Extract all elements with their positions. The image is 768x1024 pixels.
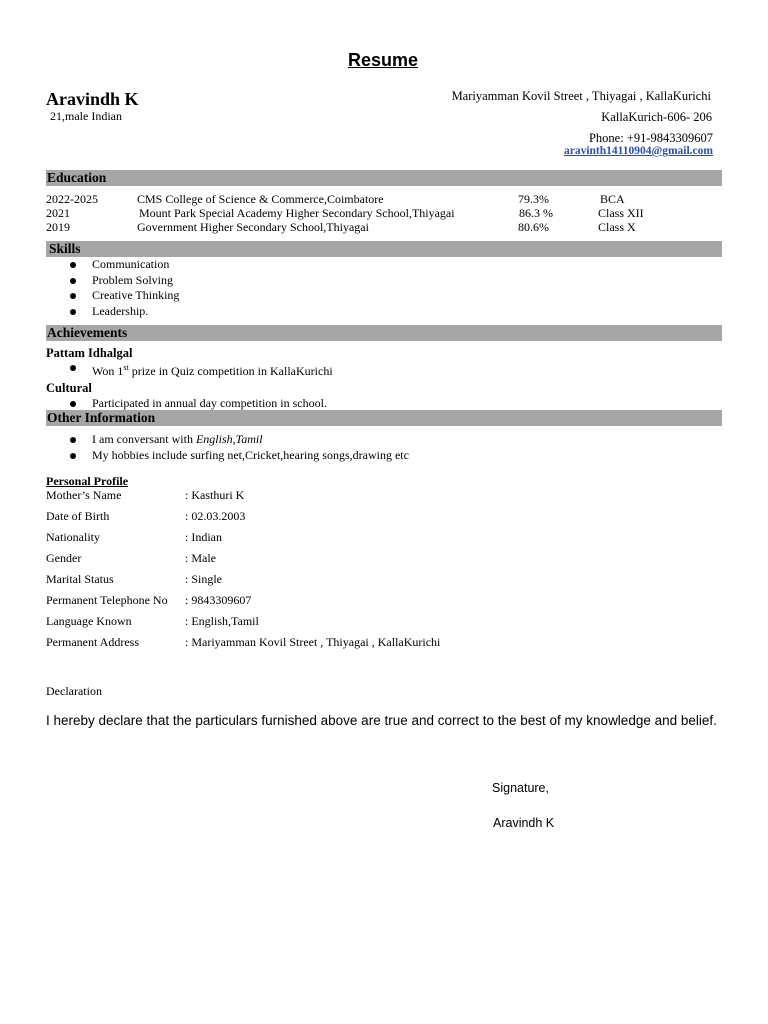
profile-row [46, 572, 666, 587]
profile-value: : Mariyamman Kovil Street , Thiyagai , KallaKurichi [185, 635, 441, 649]
achievement-list [46, 360, 333, 376]
profile-value: : Indian [185, 530, 222, 544]
education-score: 79.3% [518, 192, 549, 206]
profile-label: Mother’s Name [46, 488, 122, 502]
profile-row [46, 635, 666, 650]
achievement-group-title: Pattam Idhalgal [46, 346, 133, 360]
address-line-1: Mariyamman Kovil Street , Thiyagai , KallaKurichi [451, 89, 711, 103]
profile-value: : English,Tamil [185, 614, 259, 628]
phone-number: Phone: +91-9843309607 [588, 131, 713, 145]
other-info-list [46, 432, 409, 463]
signature-label: Signature, [492, 781, 549, 795]
other-info-heading-bar [46, 410, 722, 426]
declaration-text: I hereby declare that the particulars furnished above are true and correct to the best of my knowledge and belief. [46, 713, 717, 728]
page-title: Resume [347, 50, 419, 70]
languages-emphasis: English,Tamil [195, 432, 263, 446]
list-item: Communication [46, 257, 179, 273]
profile-row [46, 614, 666, 629]
profile-row [46, 530, 666, 545]
achievement-text-start: Won 1 [92, 364, 124, 378]
list-item: Leadership. [46, 304, 179, 320]
signature-name: Aravindh K [493, 816, 555, 830]
profile-value: : 02.03.2003 [185, 509, 246, 523]
list-item: Participated in annual day competition in school. [46, 396, 327, 412]
profile-label: Nationality [46, 530, 100, 544]
declaration-heading: Declaration [46, 684, 102, 698]
education-years: 2019 [46, 220, 70, 234]
list-item: Creative Thinking [46, 288, 179, 304]
candidate-name: Aravindh K [46, 89, 139, 109]
profile-value: : 9843309607 [185, 593, 252, 607]
skills-heading-bar [46, 241, 722, 257]
skills-list [46, 257, 179, 319]
list-item [46, 360, 333, 376]
profile-row [46, 593, 666, 608]
skills-heading: Skills [49, 241, 81, 256]
profile-value: : Male [185, 551, 216, 565]
personal-profile-heading: Personal Profile [46, 474, 129, 488]
profile-label: Date of Birth [46, 509, 110, 523]
education-row [46, 220, 726, 234]
education-heading: Education [47, 170, 107, 185]
achievement-text-end: prize in Quiz competition in KallaKurichi [128, 364, 333, 378]
address-line-2: KallaKurich-606- 206 [601, 110, 712, 124]
education-row [46, 206, 726, 220]
other-info-text: I am conversant with [92, 432, 196, 446]
profile-label: Marital Status [46, 572, 114, 586]
profile-label: Gender [46, 551, 82, 565]
education-institution: Mount Park Special Academy Higher Secondary School,Thiyagai [139, 206, 455, 220]
profile-row [46, 509, 666, 524]
education-years: 2022-2025 [46, 192, 98, 206]
candidate-subtitle: 21,male Indian [50, 109, 122, 123]
education-degree: Class X [598, 220, 636, 234]
list-item: My hobbies include surfing net,Cricket,hearing songs,drawing etc [46, 448, 409, 464]
education-heading-bar [46, 170, 722, 186]
education-years: 2021 [46, 206, 70, 220]
education-institution: CMS College of Science & Commerce,Coimbatore [137, 192, 384, 206]
list-item [46, 432, 409, 448]
achievements-heading-bar [46, 325, 722, 341]
achievement-group-title: Cultural [46, 381, 92, 395]
education-score: 80.6% [518, 220, 549, 234]
profile-row [46, 551, 666, 566]
achievements-heading: Achievements [47, 325, 128, 340]
profile-value: : Single [185, 572, 223, 586]
profile-value: : Kasthuri K [185, 488, 245, 502]
ordinal-suffix: st [123, 363, 129, 372]
education-row [46, 192, 726, 206]
other-info-heading: Other Information [47, 410, 156, 425]
list-item: Problem Solving [46, 273, 179, 289]
profile-label: Language Known [46, 614, 132, 628]
profile-row [46, 488, 666, 503]
profile-label: Permanent Telephone No [46, 593, 168, 607]
education-score: 86.3 % [519, 206, 553, 220]
profile-label: Permanent Address [46, 635, 139, 649]
email-link[interactable]: aravinth14110904@gmail.com [563, 145, 713, 157]
education-degree: BCA [600, 192, 625, 206]
education-degree: Class XII [598, 206, 644, 220]
education-institution: Government Higher Secondary School,Thiyagai [137, 220, 369, 234]
